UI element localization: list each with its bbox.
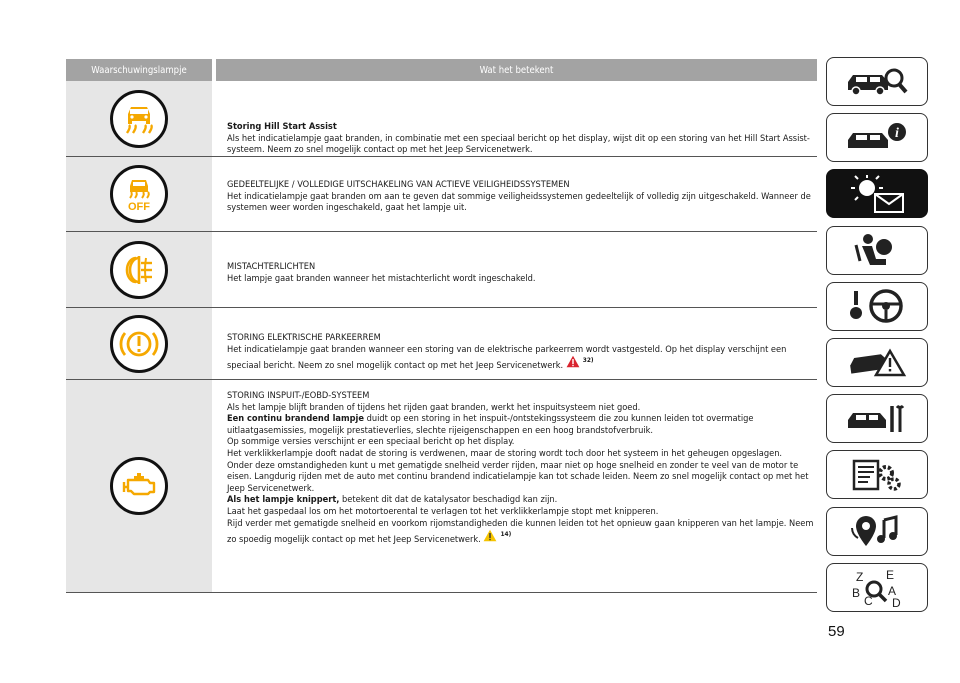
airbag-seat-icon — [842, 231, 912, 269]
row-text: Rijd verder met gematigde snelheid en voorkom rijomstandigheden die kunnen leiden tot het opnieuw gaan knipperen van het lampje. Neem zo spoedig mogelijk contact op met het Jeep Servicenetwerk. — [227, 517, 814, 546]
header-warning-light: Waarschuwingslampje — [66, 59, 212, 81]
index-alphabet-icon — [842, 567, 912, 607]
tab-emergency[interactable] — [826, 338, 928, 387]
icon-cell — [66, 308, 212, 379]
reference-number: 32) — [582, 355, 594, 364]
table-row — [66, 308, 817, 380]
row-text-bold: Een continu brandend lampje — [227, 413, 364, 425]
icon-cell — [66, 232, 212, 307]
check-engine-icon — [110, 457, 168, 515]
hill-start-assist-icon — [110, 90, 168, 148]
svg-text:E: E — [886, 568, 895, 583]
car-service-tools-icon — [842, 400, 912, 438]
car-search-icon — [842, 64, 912, 100]
stability-off-icon — [110, 165, 168, 223]
row-text: Het indicatielampje gaat branden wanneer een storing van de elektrische parkeerrem wordt vastgesteld. Op het display verschijnt een speciaal bericht. Neem zo snel mogelijk contact op met het Jeep Servicenetwerk. — [227, 343, 787, 372]
warning-triangle-icon — [566, 355, 580, 368]
meaning-cell — [212, 308, 817, 379]
meaning-cell — [212, 157, 817, 231]
row-text: Als het lampje blijft branden of tijdens het rijden gaat branden, werkt het inspuitsysteem niet goed. — [227, 401, 641, 413]
row-title: MISTACHTERLICHTEN — [227, 261, 316, 272]
tab-car-info[interactable] — [826, 113, 928, 162]
row-text: Op sommige versies verschijnt er een speciaal bericht op het display. — [227, 436, 515, 448]
table-header — [66, 59, 817, 81]
warning-light-message-icon — [837, 174, 917, 214]
off-label: OFF — [128, 201, 150, 213]
parking-brake-fault-icon — [110, 315, 168, 373]
tab-maintenance[interactable] — [826, 394, 928, 443]
row-text: Het verklikkerlampje dooft nadat de storing is verdwenen, maar de storing wordt toch door het systeem in het geheugen opgeslagen. — [227, 447, 783, 459]
row-text: duidt op een storing in het inspuit-/ontstekingssysteem die zou kunnen leiden tot overmatige uitlaatgasemissies, mogelijk prestatieverlies, slechte rijeigenschappen en een hoog brandstofverbruik. — [227, 413, 754, 436]
tab-car-search[interactable] — [826, 57, 928, 106]
tab-index[interactable] — [826, 563, 928, 612]
row-title: Storing Hill Start Assist — [227, 121, 337, 132]
row-text: Onder deze omstandigheden kunt u met gematigde snelheid verder rijden, maar niet op hoge snelheid en zonder te veel van de motor te eisen. Langdurig rijden met de auto met continu brandend indicatielampje kan tot schade leiden. Neem zo snel mogelijk contact op met het Jeep Servicenetwerk. — [227, 459, 809, 494]
svg-text:A: A — [888, 584, 897, 599]
row-title: STORING ELEKTRISCHE PARKEERREM — [227, 332, 381, 343]
meaning-cell — [212, 81, 817, 156]
row-text: betekent dit dat de katalysator beschadigd kan zijn. — [339, 494, 558, 506]
page-number: 59 — [828, 623, 845, 640]
svg-text:D: D — [892, 596, 901, 608]
tab-starting-driving[interactable] — [826, 282, 928, 331]
row-text-bold: Als het lampje knippert, — [227, 494, 340, 506]
row-text: Het lampje gaat branden wanneer het mistachterlicht wordt ingeschakeld. — [227, 272, 536, 284]
tab-technical-data[interactable] — [826, 450, 928, 499]
row-text: Laat het gaspedaal los om het motortoerental te verlagen tot het verklikkerlampje stopt met knipperen. — [227, 505, 659, 517]
table-row — [66, 157, 817, 232]
icon-cell — [66, 81, 212, 156]
rear-fog-light-icon — [110, 241, 168, 299]
svg-text:B: B — [852, 586, 861, 601]
specs-gears-icon — [842, 456, 912, 494]
steering-wheel-key-icon — [842, 287, 912, 325]
warning-reference[interactable] — [483, 529, 511, 542]
tab-warning-lights[interactable] — [826, 169, 928, 218]
icon-cell — [66, 157, 212, 231]
caution-triangle-icon — [483, 529, 497, 542]
reference-number: 14) — [500, 529, 512, 538]
warning-lights-table — [66, 59, 817, 593]
chapter-tabs — [826, 57, 928, 619]
svg-text:i: i — [895, 125, 899, 141]
car-warning-icon — [842, 343, 912, 381]
car-info-icon — [842, 120, 912, 156]
meaning-cell — [212, 232, 817, 307]
tab-safety[interactable] — [826, 226, 928, 275]
svg-text:C: C — [864, 594, 873, 608]
meaning-cell — [212, 380, 817, 592]
header-meaning: Wat het betekent — [216, 59, 817, 81]
table-row — [66, 81, 817, 157]
multimedia-icon — [842, 512, 912, 550]
row-text: Het indicatielampje gaat branden om aan te geven dat sommige veiligheidssystemen gedeeltelijk of volledig zijn uitgeschakeld. Wanneer de systemen weer worden ingeschakeld, gaat het lampje uit. — [227, 190, 811, 214]
tab-multimedia[interactable] — [826, 507, 928, 556]
warning-reference[interactable] — [566, 355, 594, 368]
table-row — [66, 232, 817, 308]
svg-text:Z: Z — [856, 570, 864, 585]
row-text: Als het indicatielampje gaat branden, in combinatie met een speciaal bericht op het display, wijst dit op een storing van het Hill Start Assist-systeem. Neem zo snel mogelijk contact op met het Jeep Servicenetwerk. — [227, 132, 810, 156]
table-row — [66, 380, 817, 593]
row-title: GEDEELTELIJKE / VOLLEDIGE UITSCHAKELING VAN ACTIEVE VEILIGHEIDSSYSTEMEN — [227, 179, 570, 190]
row-title: STORING INSPUIT-/EOBD-SYSTEEM — [227, 390, 370, 401]
icon-cell — [66, 380, 212, 592]
